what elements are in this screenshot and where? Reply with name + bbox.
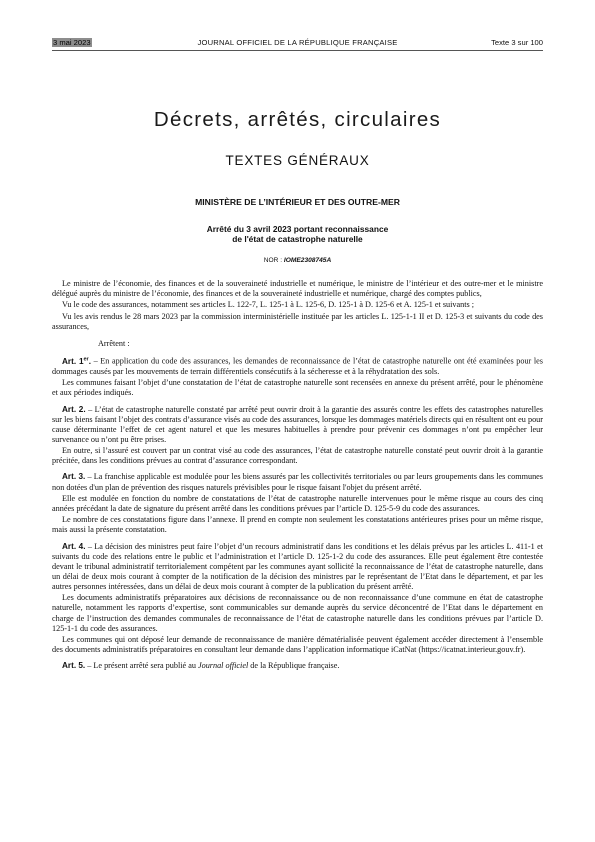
- article-3-paragraph: [52, 472, 543, 492]
- article-2-paragraph-2: En outre, si l’assuré est couvert par un contrat visé au code des assurances, l’état de catastrophe naturelle constaté peut ouvrir droit à la garantie précitée, dans les conditions prévues au contrat d’assurance correspondant.: [52, 446, 543, 466]
- article-5-journal-name: Journal officiel: [197, 661, 249, 671]
- decree-body: [52, 279, 543, 671]
- header-journal-title: JOURNAL OFFICIEL DE LA RÉPUBLIQUE FRANÇAISE: [197, 38, 398, 47]
- arretent-line: Arrêtent :: [98, 339, 130, 349]
- sub-title: TEXTES GÉNÉRAUX: [225, 153, 370, 168]
- decree-title-line-1: Arrêté du 3 avril 2023 portant reconnaissance: [206, 224, 389, 234]
- preamble-paragraph: Le ministre de l’économie, des finances et de la souveraineté industrielle et numérique, le ministre de l’intérieur et des outre-mer et le ministre délégué auprès du ministre de l’économie, des finances et de la souveraineté industrielle et numérique, chargé des comptes publics,: [52, 279, 543, 299]
- nor-reference: [0, 257, 595, 264]
- article-1-paragraph-2: Les communes faisant l’objet d’une constatation de l’état de catastrophe naturelle sont recensées en annexe du présent arrêté, pour le phénomène et aux périodes indiqués.: [52, 378, 543, 398]
- nor-code: IOME2308745A: [283, 257, 332, 264]
- article-5-text-end: de la République française.: [248, 661, 340, 671]
- article-4-text: – La décision des ministres peut faire l’objet d’un recours administratif dans les conditions et les délais prévus par les articles L. 411-1 et suivants du code des relations entre le public et l’administration et l’article D. 125-1-2 du code des assurances. Elle peut également être contestée devant le tribunal administratif territorialement compétent par les communes ayant sollicité la reconnaissance de l’état de catastrophe naturelle, dans un délai de deux mois courant à compter de la notification de la décision des ministres par le représentant de l’Etat dans le département, et par les autres personnes intéressées, dans un délai de deux mois courant à compter de la publication du présent arrêté.: [52, 541, 543, 591]
- article-3-label: Art. 3.: [62, 472, 86, 482]
- article-3-text: – La franchise applicable est modulée pour les biens assurés par les collectivités territoriales ou par leurs groupements dans les communes non dotées d'un plan de prévention des risques naturels prévisibles pour le risque faisant l'objet du présent arrêté.: [52, 472, 543, 492]
- article-1-paragraph: [52, 354, 543, 377]
- article-1-label-sup: er: [83, 356, 89, 363]
- article-5-label: Art. 5.: [62, 661, 86, 671]
- section-title: Décrets, arrêtés, circulaires: [153, 108, 442, 131]
- article-3-paragraph-2: Elle est modulée en fonction du nombre de constatations de l’état de catastrophe naturelle intervenues pour le même risque au cours des cinq années précédant la date de signature du présent arrêté dans les conditions prévues par l’article D. 125-5-9 du code des assurances.: [52, 493, 543, 513]
- decree-title-line-2: de l'état de catastrophe naturelle: [232, 234, 363, 245]
- ministry-name: MINISTÈRE DE L’INTÉRIEUR ET DES OUTRE-MER: [195, 197, 400, 207]
- article-5-paragraph: [52, 661, 543, 671]
- header-date: 3 mai 2023: [53, 38, 91, 47]
- article-1-label-end: .: [88, 356, 91, 366]
- article-1-label-text: Art. 1: [62, 356, 84, 366]
- article-1-label: [62, 357, 91, 366]
- header-page-number: Texte 3 sur 100: [491, 38, 543, 47]
- article-1-text: – En application du code des assurances, les demandes de reconnaissance de l’état de catastrophe naturelle ont été examinées pour les dommages causés par les mouvements de terrain différentiels consécutifs à la sécheresse et à la réhydratation des sols.: [52, 356, 543, 376]
- preamble-paragraph: Vu le code des assurances, notamment ses articles L. 122-7, L. 125-1 à L. 125-6, D. 125-1 à D. 125-6 et A. 125-1 et suivants ;: [62, 300, 474, 310]
- header-divider: [52, 50, 543, 51]
- article-4-paragraph: [52, 542, 543, 592]
- article-2-text: – L’état de catastrophe naturelle constaté par arrêté peut ouvrir droit à la garantie des assurés contre les effets des catastrophes naturelles sur les biens faisant l’objet des contrats d’assurance visés au code des assurances, lorsque les dommages matériels directs qui en résultent ont eu pour cause déterminante l’effet de cet agent naturel et que les mesures habituelles à prendre pour prévenir ces dommages n’ont pu empêcher leur survenance ou n’ont pu être prises.: [52, 404, 543, 444]
- article-4-paragraph-3: Les communes qui ont déposé leur demande de reconnaissance de manière dématérialisée peuvent également accéder directement à l’ensemble des documents administratifs préparatoires en consultant leur demande dans l’application informatique iCatNat (https://icatnat.interieur.gouv.fr).: [52, 635, 543, 655]
- article-4-paragraph-2: Les documents administratifs préparatoires aux décisions de reconnaissance ou de non reconnaissance d’une commune en état de catastrophe naturelle, notamment les rapports d’expertise, sont communicables sur demande auprès du service déconcentré de l’Etat dans le département en charge de l’instruction des demandes communales de reconnaissance de l’état de catastrophe naturelle dans les conditions prévues par l’article D. 125-1-1 du code des assurances.: [52, 593, 543, 633]
- preamble-paragraph: Vu les avis rendus le 28 mars 2023 par la commission interministérielle instituée par les articles L. 125-1-1 II et D. 125-3 et suivants du code des assurances,: [52, 311, 543, 331]
- article-2-paragraph: [52, 405, 543, 445]
- article-5-text: – Le présent arrêté sera publié au: [85, 661, 198, 671]
- page-header: [52, 38, 543, 50]
- article-3-paragraph-3: Le nombre de ces constatations figure dans l’annexe. Il prend en compte non seulement les constatations antérieures prises pour un même risque, mais aussi la présente constatation.: [52, 515, 543, 535]
- article-2-label: Art. 2.: [62, 404, 86, 414]
- article-4-label: Art. 4.: [62, 541, 86, 551]
- nor-label: NOR :: [263, 257, 284, 264]
- decree-title: [0, 224, 595, 245]
